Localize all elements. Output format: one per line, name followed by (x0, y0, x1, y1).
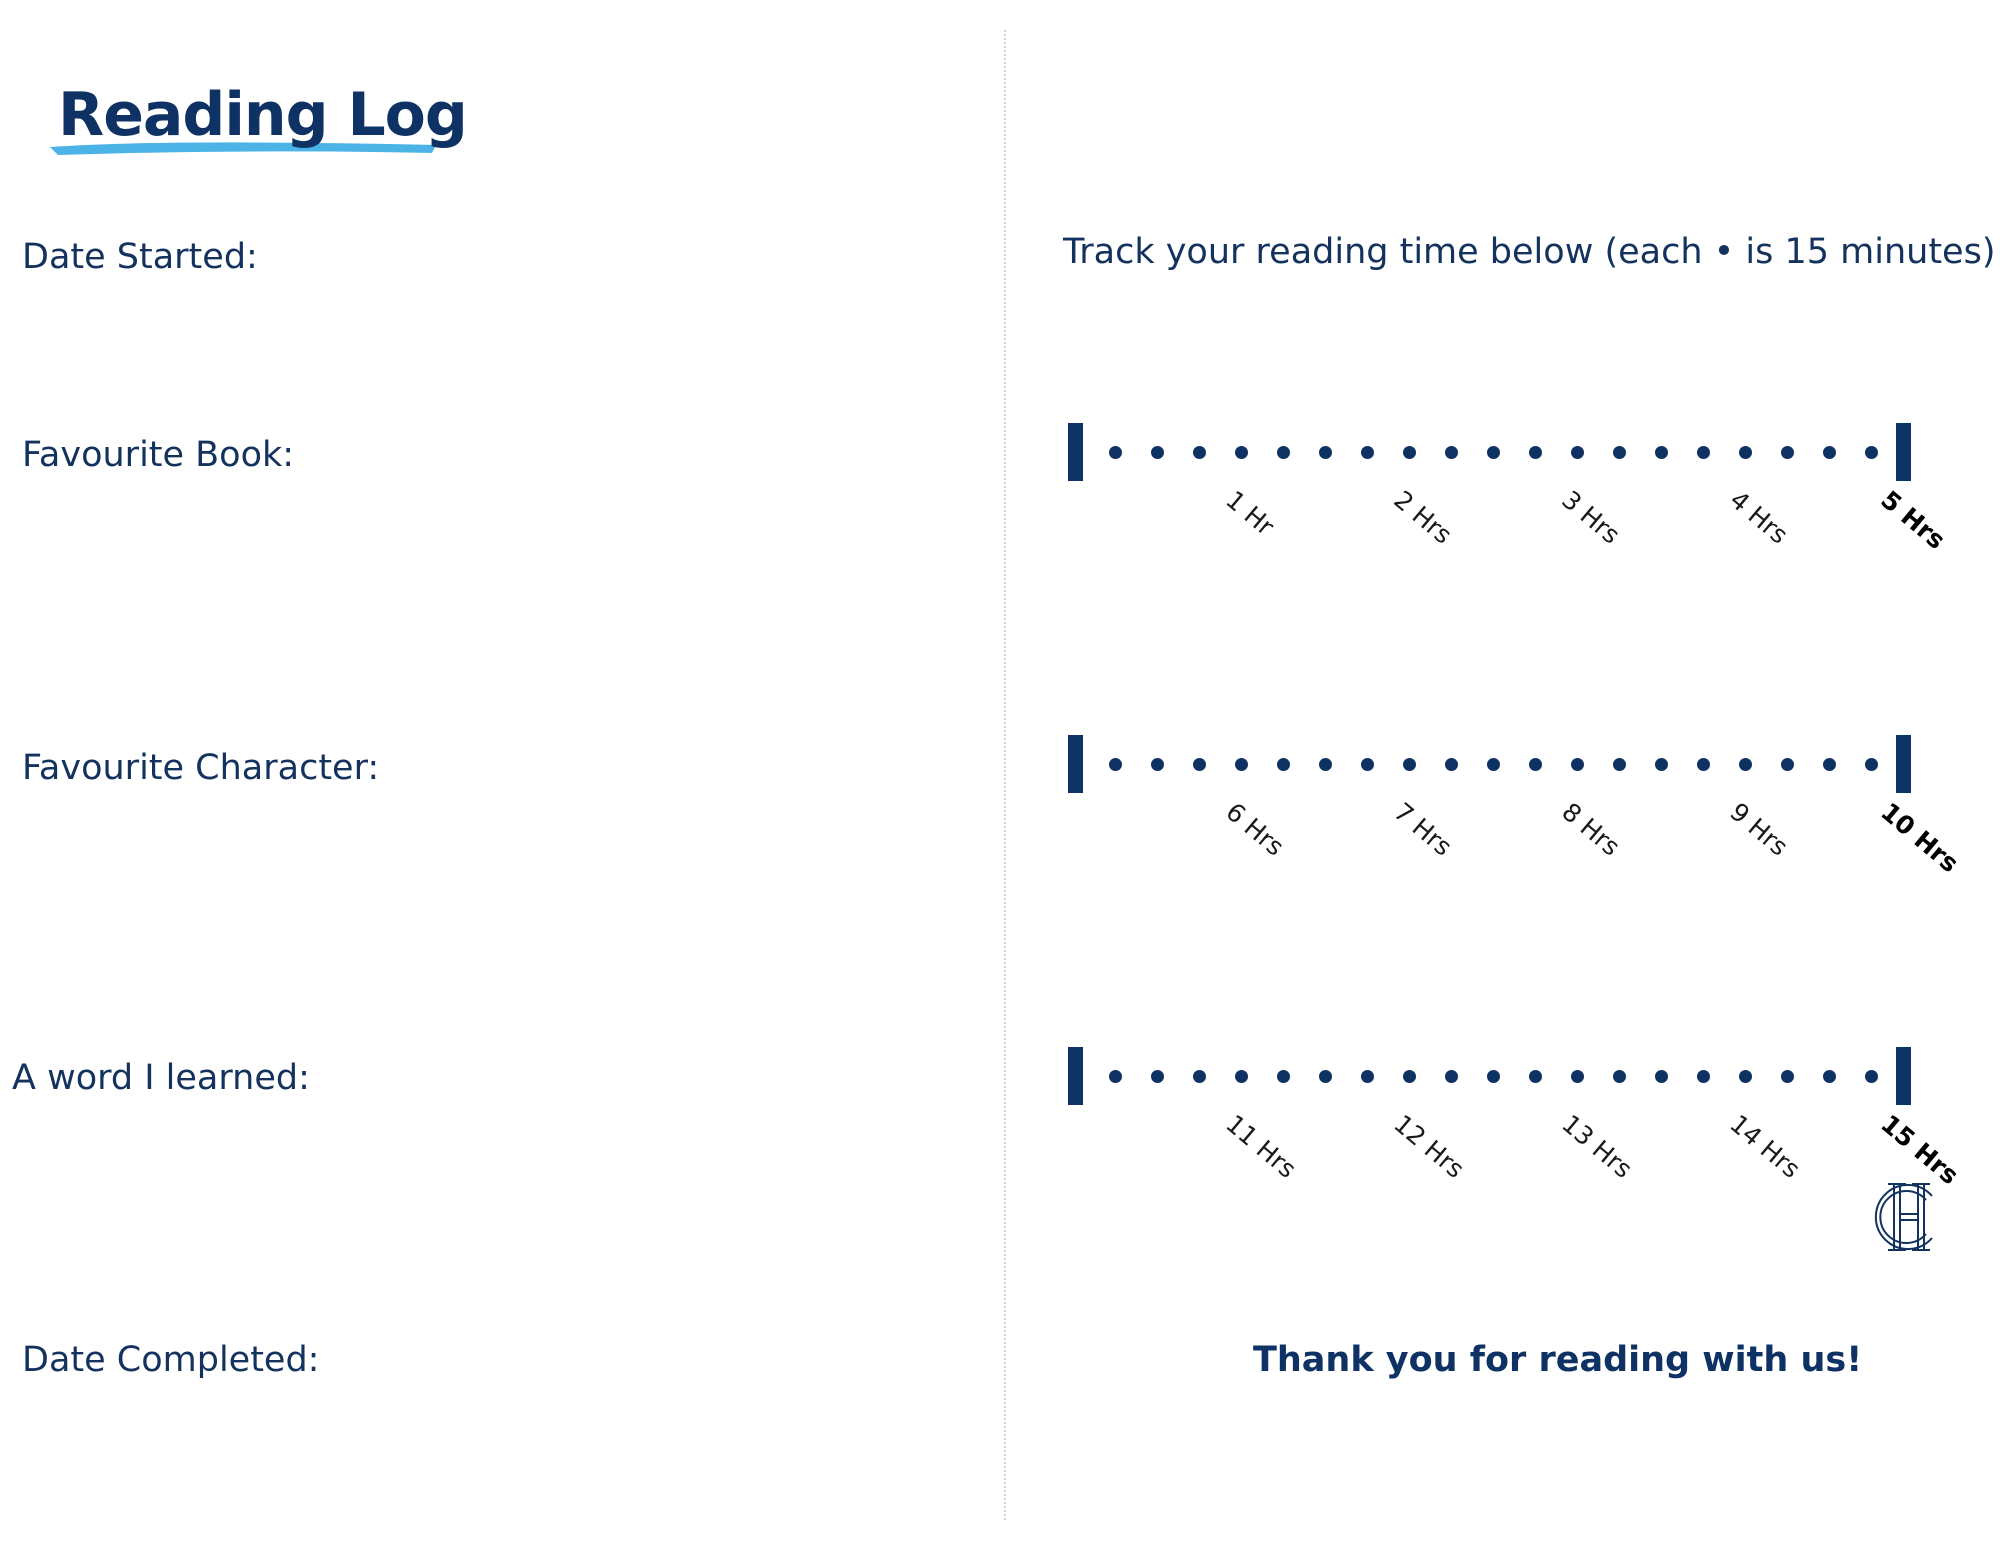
page-divider (1004, 30, 1006, 1520)
tracker-milestone-label: 10 Hrs (1875, 797, 1965, 879)
tracker-dot (1487, 1070, 1500, 1083)
tracker-hour-label: 9 Hrs (1724, 797, 1794, 862)
tracker-dot (1613, 758, 1626, 771)
tracker-dot (1151, 758, 1164, 771)
tracker-dot (1403, 446, 1416, 459)
tracker-dot (1529, 446, 1542, 459)
tracker-dot (1151, 446, 1164, 459)
tracker-dot (1109, 1070, 1122, 1083)
tracker-dot (1613, 1070, 1626, 1083)
tracker-dot (1655, 446, 1668, 459)
tracker-dot (1655, 758, 1668, 771)
thank-you-message: Thank you for reading with us! (1253, 1340, 1863, 1380)
tracker-dot (1697, 446, 1710, 459)
tracker-end-cap (1896, 1047, 1911, 1105)
tracker-dot (1109, 758, 1122, 771)
tracker-dot (1319, 1070, 1332, 1083)
tracker-dot (1487, 446, 1500, 459)
tracker-dot (1655, 1070, 1668, 1083)
reading-tracker-row-2 (1068, 735, 1988, 915)
tracker-dot (1361, 758, 1374, 771)
tracker-start-cap (1068, 735, 1083, 793)
tracker-hour-label: 7 Hrs (1388, 797, 1458, 862)
tracker-hour-label: 1 Hr (1220, 485, 1280, 542)
tracker-dot (1235, 1070, 1248, 1083)
tracker-dot (1529, 758, 1542, 771)
tracker-milestone-label: 5 Hrs (1875, 485, 1951, 555)
tracker-dot (1697, 758, 1710, 771)
tracker-hour-label: 6 Hrs (1220, 797, 1290, 862)
tracker-dot (1613, 446, 1626, 459)
tracker-dot (1823, 1070, 1836, 1083)
tracker-dot (1277, 758, 1290, 771)
tracker-dot (1361, 1070, 1374, 1083)
tracker-dot (1571, 446, 1584, 459)
tracker-dot (1739, 758, 1752, 771)
tracker-dot (1781, 446, 1794, 459)
hc-monogram-icon (1868, 1178, 1944, 1256)
tracker-dot (1403, 1070, 1416, 1083)
tracker-hour-label: 13 Hrs (1556, 1109, 1638, 1184)
date-started-label: Date Started: (22, 237, 258, 277)
tracker-dot (1277, 446, 1290, 459)
date-completed-label: Date Completed: (22, 1340, 320, 1380)
tracker-dot (1697, 1070, 1710, 1083)
reading-tracker-row-1 (1068, 423, 1988, 603)
tracker-hour-label: 3 Hrs (1556, 485, 1626, 550)
tracker-hour-label: 4 Hrs (1724, 485, 1794, 550)
tracker-dot (1235, 758, 1248, 771)
tracker-dot (1571, 758, 1584, 771)
tracker-dot (1487, 758, 1500, 771)
tracker-dot (1529, 1070, 1542, 1083)
tracker-dot (1193, 1070, 1206, 1083)
reading-tracker-row-3 (1068, 1047, 1988, 1227)
tracker-hour-label: 11 Hrs (1220, 1109, 1302, 1184)
tracker-dot (1739, 1070, 1752, 1083)
word-learned-label: A word I learned: (12, 1058, 310, 1098)
tracker-dot (1109, 446, 1122, 459)
tracker-dot (1865, 1070, 1878, 1083)
tracker-dot (1151, 1070, 1164, 1083)
tracker-hour-label: 14 Hrs (1724, 1109, 1806, 1184)
tracker-dot (1319, 758, 1332, 771)
tracker-dot (1781, 758, 1794, 771)
tracker-end-cap (1896, 735, 1911, 793)
title-block (48, 80, 467, 160)
tracker-hour-label: 12 Hrs (1388, 1109, 1470, 1184)
tracker-dot (1319, 446, 1332, 459)
tracker-hour-label: 8 Hrs (1556, 797, 1626, 862)
tracker-hour-label: 2 Hrs (1388, 485, 1458, 550)
tracker-dot (1445, 758, 1458, 771)
tracker-dot (1193, 446, 1206, 459)
tracker-start-cap (1068, 1047, 1083, 1105)
tracker-dot (1865, 758, 1878, 771)
tracker-dot (1781, 1070, 1794, 1083)
tracker-dot (1361, 446, 1374, 459)
page-title: Reading Log (58, 80, 467, 150)
tracker-dot (1445, 446, 1458, 459)
tracker-milestone-label: 15 Hrs (1875, 1109, 1965, 1191)
tracker-dot (1739, 446, 1752, 459)
tracker-dot (1277, 1070, 1290, 1083)
tracker-dot (1823, 446, 1836, 459)
tracker-end-cap (1896, 423, 1911, 481)
tracker-dot (1823, 758, 1836, 771)
favourite-character-label: Favourite Character: (22, 748, 380, 788)
tracker-dot (1445, 1070, 1458, 1083)
favourite-book-label: Favourite Book: (22, 435, 295, 475)
tracker-dot (1403, 758, 1416, 771)
tracker-start-cap (1068, 423, 1083, 481)
tracking-instruction: Track your reading time below (each • is 15 minutes) (1063, 232, 1996, 272)
tracker-dot (1571, 1070, 1584, 1083)
tracker-dot (1193, 758, 1206, 771)
tracker-dot (1865, 446, 1878, 459)
tracker-dot (1235, 446, 1248, 459)
